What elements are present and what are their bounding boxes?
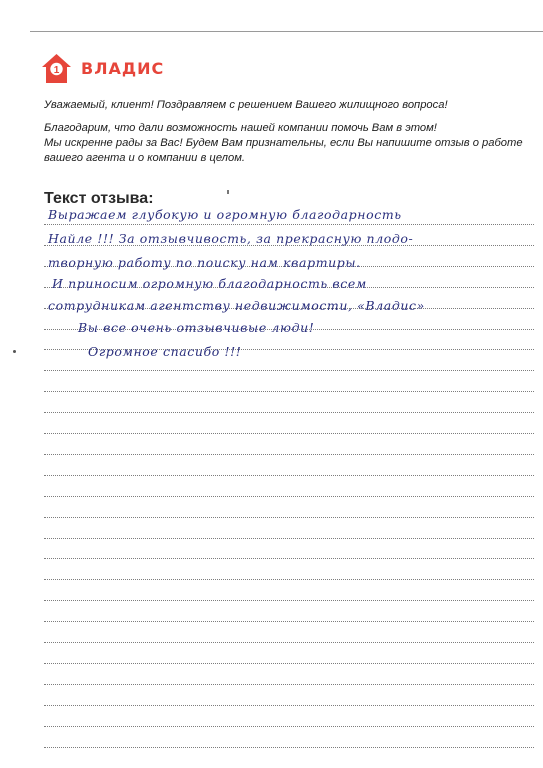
intro-request-line: Мы искренне рады за Вас! Будем Вам признательны, если Вы напишите отзыв о работе вашего агента и о компании в целом.	[44, 137, 523, 164]
ruled-line	[44, 224, 534, 225]
ruled-line	[44, 475, 534, 476]
ruled-line	[44, 517, 534, 518]
ruled-line	[44, 600, 534, 601]
logo-digit: 1	[53, 65, 60, 76]
review-line-3: творную работу по поиску нам квартиры.	[48, 255, 361, 270]
review-label: Текст отзыва:	[44, 190, 154, 207]
margin-dot	[13, 350, 16, 353]
review-line-4: И приносим огромную благодарность всем	[52, 276, 367, 291]
ruled-line	[44, 496, 534, 497]
ruled-line	[44, 370, 534, 371]
ruled-line	[44, 642, 534, 643]
ruled-line	[44, 579, 534, 580]
ruled-line	[44, 433, 534, 434]
ruled-line	[44, 454, 534, 455]
ruled-line	[44, 726, 534, 727]
ruled-line	[44, 558, 534, 559]
review-line-2: Найле !!! За отзывчивость, за прекрасную плодо-	[48, 231, 414, 246]
ruled-line	[44, 747, 534, 748]
brand-name: ВЛАДИС	[81, 59, 165, 78]
review-line-7: Огромное спасибо !!!	[88, 344, 242, 359]
intro-thanks-line: Благодарим, что дали возможность нашей компании помочь Вам в этом!	[44, 122, 437, 134]
ruled-line	[44, 412, 534, 413]
ruled-line	[44, 705, 534, 706]
ruled-line	[44, 663, 534, 664]
ruled-line	[44, 621, 534, 622]
ruled-line	[44, 538, 534, 539]
ruled-line	[44, 684, 534, 685]
intro-greeting: Уважаемый, клиент! Поздравляем с решением Вашего жилищного вопроса!	[44, 99, 448, 111]
review-line-6: Вы все очень отзывчивые люди!	[78, 320, 315, 335]
review-line-1: Выражаем глубокую и огромную благодарность	[48, 207, 402, 222]
ruled-lines	[44, 0, 534, 768]
ruled-line	[44, 391, 534, 392]
review-line-5: сотрудникам агентству недвижимости, «Владис»	[48, 298, 425, 313]
